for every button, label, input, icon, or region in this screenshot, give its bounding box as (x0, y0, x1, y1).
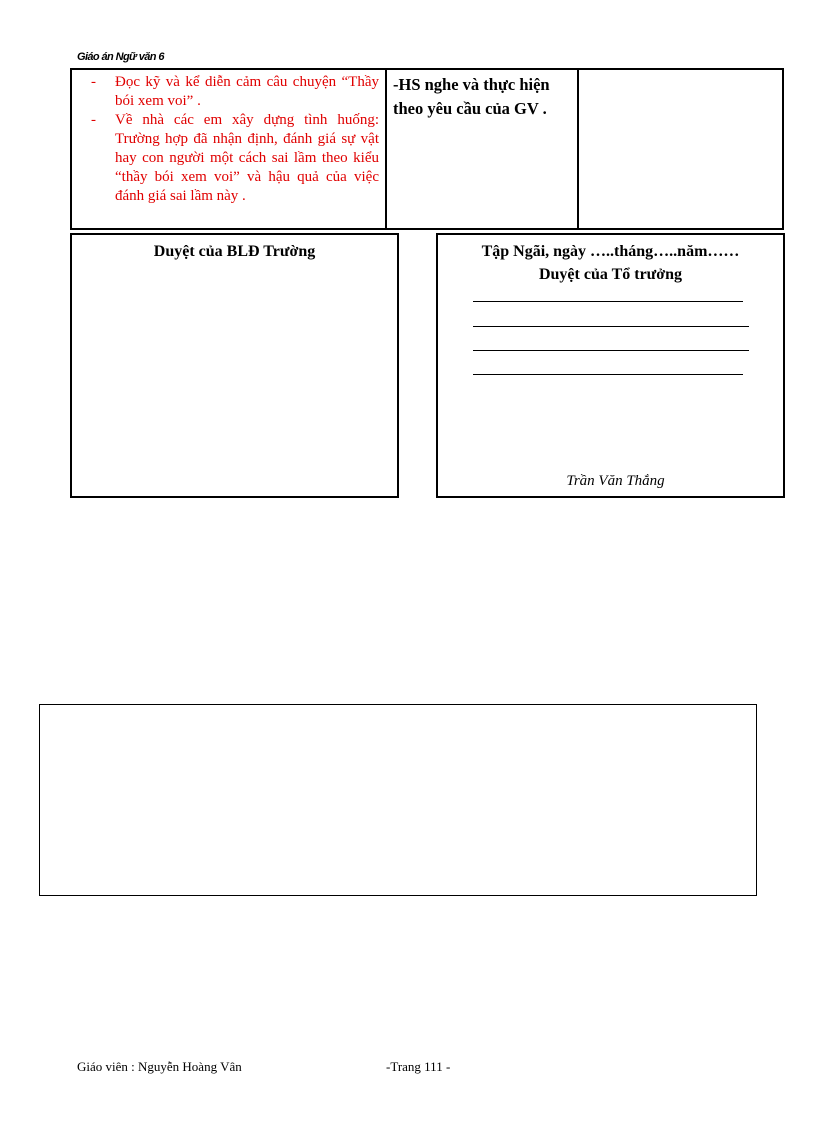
teacher-activity-item (72, 111, 379, 206)
group-approval-box (436, 233, 785, 498)
signature-line (473, 374, 743, 375)
teacher-activity-list (72, 73, 379, 206)
signature-line (473, 350, 749, 351)
footer-page-number: -Trang 111 - (386, 1059, 451, 1074)
empty-notes-box (39, 704, 757, 896)
lesson-activity-table (70, 68, 784, 230)
approval-date-line: Tập Ngãi, ngày …..tháng…..năm…… (481, 243, 740, 260)
teacher-activity-text: Về nhà các em xây dựng tình huống: Trường hợp đã nhận định, đánh giá sự vật hay con người một cách sai lầm theo kiểu “thầy bói xem voi” và hậu quả của việc đánh giá sai lầm này . (115, 112, 379, 204)
group-leader-signature: Trần Văn Thắng (566, 473, 665, 489)
school-approval-box (70, 233, 399, 498)
school-approval-title: Duyệt của BLĐ Trường (153, 243, 316, 260)
signature-line (473, 326, 749, 327)
teacher-activity-text: Đọc kỹ và kể diễn cảm câu chuyện “Thầy bói xem voi” . (115, 74, 379, 109)
list-bullet: - (91, 112, 96, 128)
student-activity-text: -HS nghe và thực hiện theo yêu cầu của GV . (393, 75, 550, 118)
group-approval-title: Duyệt của Tổ trưởng (538, 266, 683, 283)
notes-cell (579, 70, 782, 228)
footer-teacher-name: Giáo viên : Nguyễn Hoàng Vân (77, 1059, 242, 1074)
student-activity-cell (387, 70, 579, 228)
document-header-title: Giáo án Ngữ văn 6 (77, 51, 164, 63)
group-approval-header (438, 240, 783, 286)
signature-line (473, 301, 743, 302)
teacher-activity-cell (72, 70, 387, 228)
list-bullet: - (91, 74, 96, 90)
teacher-activity-item (72, 73, 379, 111)
